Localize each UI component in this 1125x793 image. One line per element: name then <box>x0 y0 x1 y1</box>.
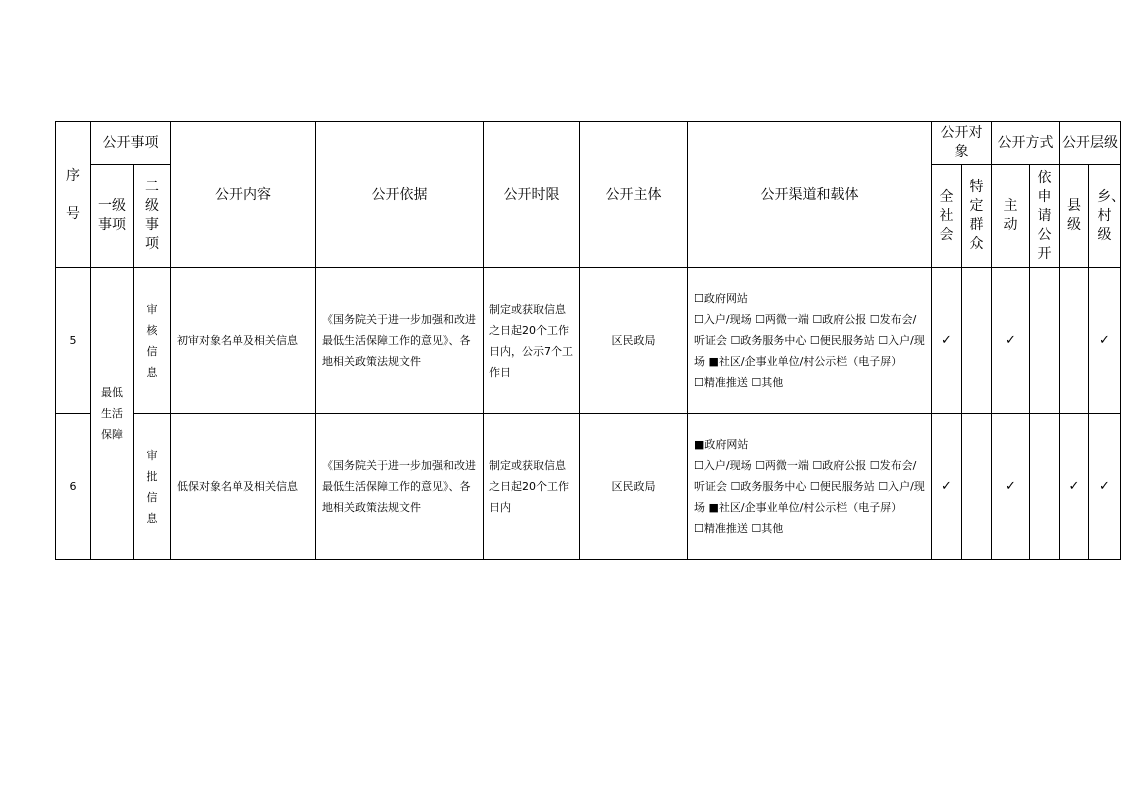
row-channels <box>688 268 932 414</box>
row-level2-text: 审批信息 <box>146 448 158 525</box>
header-row-1 <box>56 122 1121 165</box>
row-level-county-check <box>1060 268 1089 414</box>
row-method-request-check <box>1030 268 1060 414</box>
row-channels <box>688 414 932 560</box>
row-method-active-check: ✓ <box>992 268 1030 414</box>
row-level-town-check: ✓ <box>1089 268 1121 414</box>
row-level1-text: 最低生活保障 <box>101 386 123 441</box>
header-level-county <box>1060 165 1089 268</box>
row-subject: 区民政局 <box>580 414 688 560</box>
header-level2 <box>134 165 171 268</box>
header-level1-text: 一级事项 <box>98 198 126 233</box>
channel-line: ■政府网站 <box>694 438 749 451</box>
row-seq: 6 <box>56 414 91 560</box>
disclosure-table <box>55 121 1125 560</box>
row-time-limit: 制定或获取信息之日起20个工作日内 <box>484 414 580 560</box>
row-subject: 区民政局 <box>580 268 688 414</box>
header-level2-text: 二级事项 <box>145 179 159 252</box>
header-method-group-text: 公开方式 <box>997 134 1054 151</box>
header-level-group-text: 公开层级 <box>1062 134 1118 151</box>
header-seq-text: 序号 <box>66 167 80 222</box>
header-subject: 公开主体 <box>580 122 688 268</box>
row-content: 低保对象名单及相关信息 <box>171 414 316 560</box>
disclosure-table-container <box>55 121 1125 560</box>
table-row <box>56 414 1121 560</box>
channel-line: ☐入户/现场 ☐两微一端 ☐政府公报 ☐发布会/听证会 ☐政务服务中心 ☐便民服务站 ☐入户/现场 ■社区/企事业单位/村公示栏（电子屏） <box>694 313 925 368</box>
row-method-request-check <box>1030 414 1060 560</box>
row-level2-text: 审核信息 <box>146 302 158 379</box>
header-audience-specific-text: 特定群众 <box>969 179 984 252</box>
row-audience-specific-check <box>962 414 992 560</box>
header-matter-group: 公开事项 <box>91 122 171 165</box>
row-seq: 5 <box>56 268 91 414</box>
header-channel: 公开渠道和载体 <box>688 122 932 268</box>
header-method-active <box>992 165 1030 268</box>
channel-line: ☐精准推送 ☐其他 <box>694 376 784 389</box>
header-content: 公开内容 <box>171 122 316 268</box>
header-audience-group <box>932 122 992 165</box>
header-level-county-text: 县级 <box>1067 198 1081 233</box>
header-method-group <box>992 122 1060 165</box>
header-method-request <box>1030 165 1060 268</box>
channel-line: ☐入户/现场 ☐两微一端 ☐政府公报 ☐发布会/听证会 ☐政务服务中心 ☐便民服务站 ☐入户/现场 ■社区/企事业单位/村公示栏（电子屏） <box>694 459 925 514</box>
row-level-county-check: ✓ <box>1060 414 1089 560</box>
row-audience-all-check: ✓ <box>932 414 962 560</box>
header-basis: 公开依据 <box>316 122 484 268</box>
row-time-limit: 制定或获取信息之日起20个工作日内，公示7个工作日 <box>484 268 580 414</box>
row-content: 初审对象名单及相关信息 <box>171 268 316 414</box>
header-seq <box>56 122 91 268</box>
row-method-active-check: ✓ <box>992 414 1030 560</box>
header-level-group <box>1060 122 1121 165</box>
header-level-town <box>1089 165 1125 268</box>
row-audience-specific-check <box>962 268 992 414</box>
header-level-town-text: 乡、村级 <box>1097 188 1125 243</box>
channel-line: ☐政府网站 <box>694 292 748 305</box>
row-basis: 《国务院关于进一步加强和改进最低生活保障工作的意见》、各地相关政策法规文件 <box>316 268 484 414</box>
row-level2 <box>134 414 171 560</box>
row-audience-all-check: ✓ <box>932 268 962 414</box>
header-audience-specific <box>962 165 992 268</box>
header-audience-all-text: 全社会 <box>939 188 954 243</box>
header-audience-all <box>932 165 962 268</box>
row-level2 <box>134 268 171 414</box>
table-row <box>56 268 1121 414</box>
row-level-town-check: ✓ <box>1089 414 1121 560</box>
row-basis: 《国务院关于进一步加强和改进最低生活保障工作的意见》、各地相关政策法规文件 <box>316 414 484 560</box>
row-level1 <box>91 268 134 560</box>
header-audience-group-text: 公开对象 <box>940 125 983 160</box>
header-method-request-text: 依申请公开 <box>1037 169 1052 262</box>
header-level1 <box>91 165 134 268</box>
header-method-active-text: 主动 <box>1003 198 1018 233</box>
channel-line: ☐精准推送 ☐其他 <box>694 522 784 535</box>
header-time-limit: 公开时限 <box>484 122 580 268</box>
